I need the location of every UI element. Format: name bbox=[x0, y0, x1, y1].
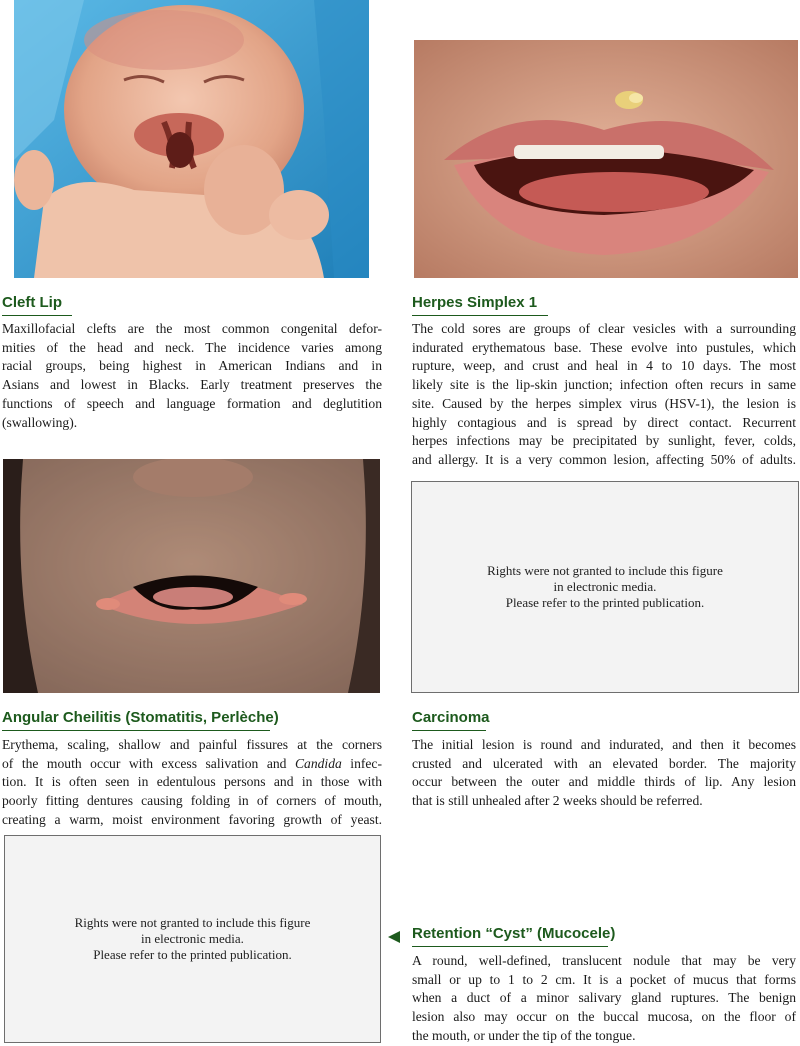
herpes-line: herpes infections may be precipitated by sunlight, fever, colds, bbox=[412, 433, 796, 449]
cleft-lip-rule bbox=[2, 315, 72, 316]
carcinoma-line: The initial lesion is round and indurated, and then it becomes bbox=[412, 737, 796, 752]
carcinoma-line: that is still unhealed after 2 weeks should be referred. bbox=[412, 793, 703, 809]
cleft-lip-line: racial groups, being highest in American Indians and in bbox=[2, 358, 382, 374]
angular-cheilitis-illustration bbox=[3, 459, 380, 693]
angular-line: tion. It is often seen in edentulous persons and in those with bbox=[2, 774, 382, 790]
angular-rule bbox=[2, 730, 270, 731]
carcinoma-line: crusted and ulcerated with an elevated border. The majority bbox=[412, 755, 796, 771]
mucocele-line: A round, well-defined, translucent nodule that may be very bbox=[412, 953, 796, 968]
angular-line: poorly fitting dentures causing folding in of corners of mouth, bbox=[2, 793, 382, 809]
placeholder-line: Rights were not granted to include this figure bbox=[74, 915, 311, 930]
carcinoma-line: occur between the outer and middle thirds of lip. Any lesion bbox=[412, 774, 796, 790]
herpes-line: rupture, weep, and crust and heal in 4 to 10 days. The most bbox=[412, 358, 796, 374]
carcinoma-figure-placeholder bbox=[411, 481, 799, 693]
angular-heading: Angular Cheilitis (Stomatitis, Perlèche) bbox=[2, 709, 279, 726]
herpes-line: and allergy. It is a very common lesion, affecting 50% of adults. bbox=[412, 451, 796, 467]
cleft-lip-line: functions of speech and language formation and deglutition bbox=[2, 395, 382, 411]
placeholder-line: Rights were not granted to include this figure bbox=[487, 563, 723, 578]
angular-cheilitis-photo bbox=[3, 459, 380, 693]
cleft-lip-text bbox=[2, 320, 382, 432]
cleft-lip-illustration bbox=[14, 0, 369, 278]
italic-term: Candida bbox=[294, 755, 342, 771]
mucocele-text bbox=[412, 952, 796, 1046]
herpes-line: indurated erythematous base. These evolve into pustules, which bbox=[412, 339, 796, 355]
cleft-lip-heading: Cleft Lip bbox=[2, 294, 62, 311]
carcinoma-rule bbox=[412, 730, 486, 731]
pointer-arrow-icon bbox=[388, 931, 400, 943]
cleft-lip-line: mities of the head and neck. The incidence varies among bbox=[2, 339, 382, 355]
herpes-line: site. Caused by the herpes simplex virus (HSV-1), the lesion is bbox=[412, 395, 796, 411]
mucocele-line: the mouth, or under the tip of the tongue. bbox=[412, 1027, 636, 1043]
herpes-rule bbox=[412, 315, 548, 316]
cleft-lip-line: (swallowing). bbox=[2, 414, 78, 430]
herpes-line: The cold sores are groups of clear vesicles with a surrounding bbox=[412, 321, 796, 336]
placeholder-line: in electronic media. bbox=[141, 931, 244, 946]
mucocele-heading: Retention “Cyst” (Mucocele) bbox=[412, 925, 616, 942]
mucocele-line: when a duct of a minor salivary gland ruptures. The benign bbox=[412, 990, 796, 1006]
herpes-illustration bbox=[414, 40, 798, 278]
angular-line: of the mouth occur with excess salivation and Candida infec- bbox=[2, 755, 382, 771]
carcinoma-heading: Carcinoma bbox=[412, 709, 490, 726]
placeholder-message bbox=[487, 563, 723, 611]
placeholder-line: Please refer to the printed publication. bbox=[505, 595, 705, 610]
mucocele-rule bbox=[412, 946, 608, 947]
mucocele-figure-placeholder bbox=[4, 835, 381, 1043]
carcinoma-text bbox=[412, 736, 796, 811]
herpes-line: likely site is the lip-skin junction; infection often recurs in same bbox=[412, 377, 796, 393]
angular-text bbox=[2, 736, 382, 830]
cleft-lip-line: Maxillofacial clefts are the most common congenital defor- bbox=[2, 321, 382, 336]
placeholder-line: in electronic media. bbox=[553, 579, 657, 594]
mucocele-line: small or up to 1 to 2 cm. It is a pocket of mucus that forms bbox=[412, 971, 796, 987]
placeholder-message bbox=[75, 915, 311, 963]
angular-line: Erythema, scaling, shallow and painful fissures at the corners bbox=[2, 737, 382, 752]
herpes-text bbox=[412, 320, 796, 470]
herpes-line: highly contagious and is spread by direct contact. Recurrent bbox=[412, 414, 796, 430]
angular-line: creating a warm, moist environment favoring growth of yeast. bbox=[2, 811, 382, 827]
herpes-photo bbox=[414, 40, 798, 278]
cleft-lip-photo bbox=[14, 0, 369, 278]
placeholder-line: Please refer to the printed publication. bbox=[93, 947, 292, 962]
mucocele-line: lesion also may occur on the buccal mucosa, on the floor of bbox=[412, 1009, 796, 1025]
cleft-lip-line: Asians and lowest in Blacks. Early treatment preserves the bbox=[2, 377, 382, 393]
herpes-heading: Herpes Simplex 1 bbox=[412, 294, 538, 311]
